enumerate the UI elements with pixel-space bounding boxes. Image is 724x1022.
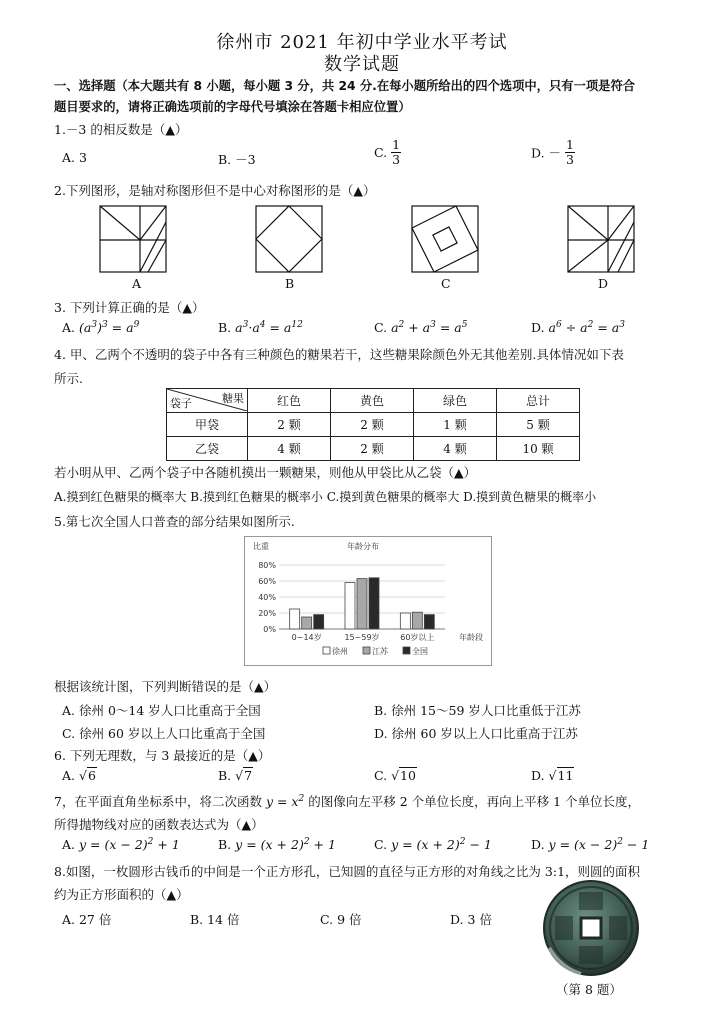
fraction: $\frac{1}{3}$ [392, 137, 401, 167]
figure-a [100, 206, 166, 272]
table-cell: 5 颗 [497, 413, 580, 437]
q7-option-c: C. $y = (x + 2)^2 - 1$ [374, 837, 492, 853]
chart-ylabel: 比重 [253, 542, 269, 551]
chart-bar [357, 579, 367, 629]
q3-option-a: A. $(a^3)^3 = a^9$ [62, 320, 140, 336]
q6-option-b: B. √7 [218, 768, 253, 783]
chart-ytick-label: 20% [258, 609, 276, 618]
chart-legend-label: 全国 [412, 647, 428, 656]
q3-option-d: D. $a^6 \div a^2 = a^3$ [531, 320, 625, 336]
table-cell: 甲袋 [167, 413, 248, 437]
chart-xlabel: 年龄段 [459, 633, 483, 642]
q3-option-c: C. $a^2 + a^3 = a^5$ [374, 320, 468, 336]
q4-stem-line2: 所示. [54, 371, 83, 386]
chart-legend-swatch [403, 647, 410, 654]
figure-label-c: C [441, 276, 451, 291]
q5-option-c: C. 徐州 60 岁以上人口比重高于全国 [62, 726, 266, 741]
chart-legend-label: 徐州 [332, 647, 348, 656]
q6-stem: 6. 下列无理数，与 3 最接近的是（▲） [54, 748, 271, 763]
table-cell: 1 颗 [414, 413, 497, 437]
figure-label-a: A [132, 276, 142, 291]
chart-ytick-label: 40% [258, 593, 276, 602]
q7-stem: 7，在平面直角坐标系中，将二次函数 $y = x^2$ 的图像向左平移 2 个单位长度，再向上平移 1 个单位长度， [54, 793, 641, 809]
q8-stem: 8.如图，一枚圆形古钱币的中间是一个正方形孔，已知圆的直径与正方形的对角线之比为 3:1，则圆的面积 [54, 864, 641, 879]
figure-label-d: D [598, 276, 609, 291]
table-cell: 2 颗 [331, 413, 414, 437]
q8-option-b: B. 14 倍 [190, 912, 240, 927]
chart-ytick-label: 60% [258, 577, 276, 586]
figure-d [568, 206, 634, 272]
table-cell: 2 颗 [331, 437, 414, 461]
chart-legend-swatch [363, 647, 370, 654]
q5-stem: 5.第七次全国人口普查的部分结果如图所示. [54, 514, 295, 529]
table-header-row [167, 389, 580, 413]
table-header-cell: 红色 [248, 389, 331, 413]
chart-legend-label: 江苏 [372, 647, 388, 656]
q7-stem-line2: 所得抛物线对应的函数表达式为（▲） [54, 817, 264, 832]
chart-bar [314, 615, 324, 629]
q1-option-d: D. － $\frac{1}{3}$ [531, 137, 574, 167]
chart-bar [369, 578, 379, 629]
table-cell: 乙袋 [167, 437, 248, 461]
chart-legend-swatch [323, 647, 330, 654]
q8-figure-caption: （第 8 题） [556, 982, 622, 997]
chart-ytick-label: 0% [263, 625, 276, 634]
q5-option-a: A. 徐州 0～14 岁人口比重高于全国 [62, 703, 261, 718]
table-row [167, 437, 580, 461]
section-heading: 一、选择题（本大题共有 8 小题，每小题 3 分，共 24 分.在每小题所给出的四个选项中，只有一项是符合 题目要求的，请将正确选项前的字母代号填涂在答题卡相应位置） [54, 79, 636, 114]
page-title: 徐州市 2021 年初中学业水平考试 [216, 32, 508, 53]
table-row [167, 413, 580, 437]
q6-option-a: A. √6 [62, 768, 96, 783]
q1-option-c: C. $\frac{1}{3}$ [374, 137, 401, 167]
q2-stem: 2.下列图形，是轴对称图形但不是中心对称图形的是（▲） [54, 183, 376, 198]
q1-option-a: A. 3 [62, 150, 87, 165]
q7-option-b: B. $y = (x + 2)^2 + 1$ [218, 837, 336, 853]
q3-option-b: B. $a^3\cdot a^4 = a^{12}$ [218, 320, 303, 336]
chart-ytick-label: 80% [258, 561, 276, 570]
q6-option-d: D. √11 [531, 768, 574, 783]
q4-options: A.摸到红色糖果的概率大 B.摸到红色糖果的概率小 C.摸到黄色糖果的概率大 D.摸到黄色糖果的概率小 [54, 490, 597, 504]
candy-table [166, 388, 580, 461]
q8-option-c: C. 9 倍 [320, 912, 362, 927]
chart-title: 年龄分布 [347, 542, 379, 551]
q8-stem-line2: 约为正方形面积的（▲） [54, 887, 189, 902]
q3-stem: 3. 下列计算正确的是（▲） [54, 300, 205, 315]
page-subtitle: 数学试题 [324, 54, 400, 75]
table-header-cell: 绿色 [414, 389, 497, 413]
q5-question: 根据该统计图，下列判断错误的是（▲） [54, 679, 277, 694]
table-corner-cell: 糖果 袋子 [167, 389, 248, 413]
q1-option-b: B. －3 [218, 152, 256, 167]
chart-bar [400, 613, 410, 629]
table-cell: 4 颗 [248, 437, 331, 461]
q8-option-a: A. 27 倍 [62, 912, 112, 927]
table-header-cell: 黄色 [331, 389, 414, 413]
table-cell: 10 颗 [497, 437, 580, 461]
table-cell: 2 颗 [248, 413, 331, 437]
q8-option-d: D. 3 倍 [450, 912, 492, 927]
chart-category-label: 0~14岁 [291, 633, 322, 642]
chart-category-label: 60岁以上 [400, 633, 435, 642]
ancient-coin-image [541, 878, 641, 978]
chart-bar [290, 609, 300, 629]
fraction: $\frac{1}{3}$ [566, 137, 574, 167]
q7-option-d: D. $y = (x - 2)^2 - 1$ [531, 837, 650, 853]
q4-stem: 4. 甲、乙两个不透明的袋子中各有三种颜色的糖果若干，这些糖果除颜色外无其他差别.具体情况如下表 [54, 347, 624, 362]
q6-option-c: C. √10 [374, 768, 416, 783]
table-header-cell: 总计 [497, 389, 580, 413]
figure-c [412, 206, 478, 272]
q1-stem: 1.－3 的相反数是（▲） [54, 122, 188, 137]
q5-option-b: B. 徐州 15～59 岁人口比重低于江苏 [374, 703, 581, 718]
chart-category-label: 15~59岁 [344, 633, 380, 642]
figure-b [256, 206, 322, 272]
chart-bar [412, 612, 422, 629]
chart-bar [302, 617, 312, 629]
q7-option-a: A. $y = (x - 2)^2 + 1$ [62, 837, 180, 853]
table-cell: 4 颗 [414, 437, 497, 461]
q5-option-d: D. 徐州 60 岁以上人口比重高于江苏 [374, 726, 578, 741]
q4-question: 若小明从甲、乙两个袋子中各随机摸出一颗糖果，则他从甲袋比从乙袋（▲） [54, 465, 477, 480]
chart-bar [424, 615, 434, 629]
chart-bar [345, 583, 355, 629]
age-distribution-chart [244, 536, 492, 666]
figure-label-b: B [285, 276, 295, 291]
